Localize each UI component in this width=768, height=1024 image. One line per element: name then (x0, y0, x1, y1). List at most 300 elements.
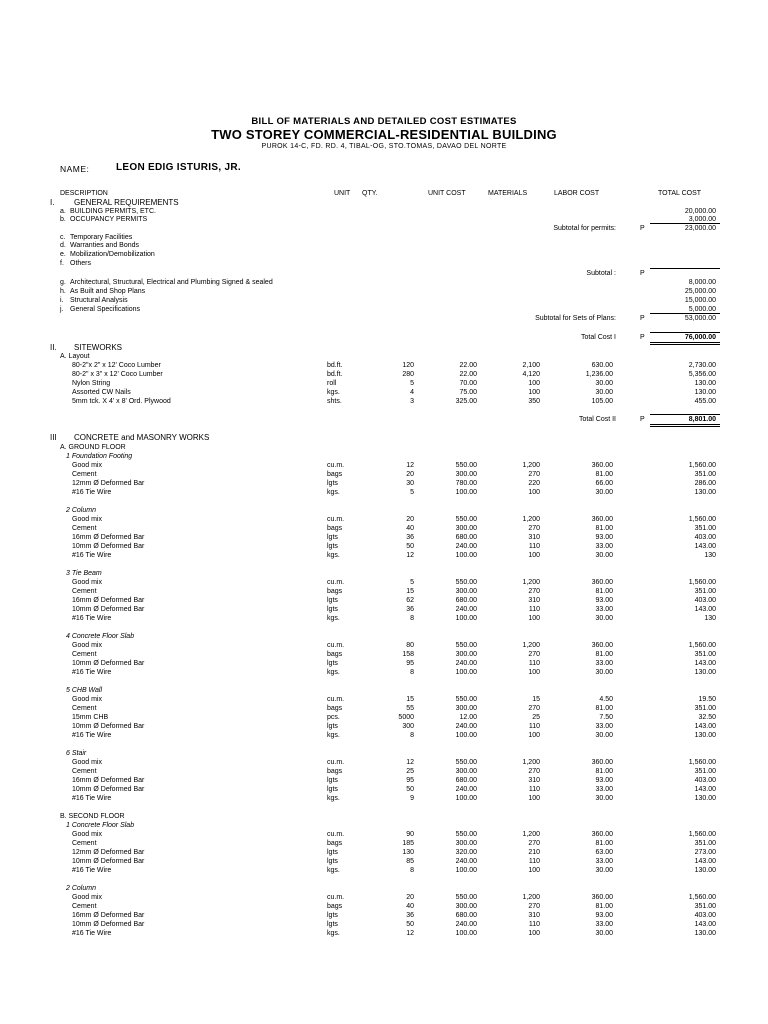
item-total: 1,560.00 (688, 831, 716, 838)
item-unit-cost: 550.00 (455, 894, 477, 901)
item-materials: 2,100 (522, 362, 540, 369)
item-number: a. (60, 208, 66, 215)
item-description: Cement (72, 840, 97, 847)
item-description: Warranties and Bonds (70, 242, 139, 249)
table-row (0, 830, 768, 839)
item-total: 455.00 (694, 398, 716, 405)
item-labor: 81.00 (595, 705, 613, 712)
item-materials: 270 (528, 768, 540, 775)
item-unit: lgts (327, 723, 338, 730)
table-row (0, 902, 768, 911)
item-materials: 220 (528, 480, 540, 487)
item-total: 1,560.00 (688, 759, 716, 766)
item-description: 2 Column (66, 885, 96, 892)
item-description: 12mm Ø Deformed Bar (72, 480, 145, 487)
item-labor: 81.00 (595, 471, 613, 478)
item-description: 10mm Ø Deformed Bar (72, 723, 145, 730)
table-row (0, 605, 768, 614)
item-unit-cost: 22.00 (459, 371, 477, 378)
peso-sign: P (640, 225, 645, 232)
item-qty: 5000 (398, 714, 414, 721)
item-labor: 30.00 (595, 669, 613, 676)
table-row (0, 821, 768, 830)
item-description: 10mm Ø Deformed Bar (72, 543, 145, 550)
item-description: OCCUPANCY PERMITS (70, 216, 148, 223)
item-qty: 85 (406, 858, 414, 865)
item-unit: cu.m. (327, 579, 345, 586)
item-description: Others (70, 260, 92, 267)
item-labor: 63.00 (595, 849, 613, 856)
item-qty: 50 (406, 543, 414, 550)
item-total: 23,000.00 (684, 225, 716, 232)
item-description: 16mm Ø Deformed Bar (72, 597, 145, 604)
item-materials: 270 (528, 840, 540, 847)
col-qty: QTY. (362, 190, 378, 197)
item-unit: bags (327, 471, 343, 478)
table-row (0, 650, 768, 659)
item-description: 2 Column (66, 507, 96, 514)
subtotal-label: Total Cost I (580, 334, 616, 341)
item-total: 15,000.00 (684, 297, 716, 304)
item-total: 273.00 (694, 849, 716, 856)
item-description: 10mm Ø Deformed Bar (72, 921, 145, 928)
item-unit-cost: 300.00 (455, 525, 477, 532)
item-description: Good mix (72, 759, 102, 766)
table-row (0, 551, 768, 560)
item-labor: 630.00 (591, 362, 613, 369)
name-value: LEON EDIG ISTURIS, JR. (116, 162, 241, 173)
item-unit-cost: 550.00 (455, 579, 477, 586)
item-description: Good mix (72, 894, 102, 901)
table-row (0, 659, 768, 668)
item-unit-cost: 240.00 (455, 543, 477, 550)
total-double-rule (650, 426, 720, 427)
table-row (0, 533, 768, 542)
item-unit-cost: 550.00 (455, 516, 477, 523)
item-unit: cu.m. (327, 516, 345, 523)
item-total: 403.00 (694, 912, 716, 919)
item-unit: lgts (327, 543, 338, 550)
item-unit-cost: 680.00 (455, 777, 477, 784)
item-total: 143.00 (694, 543, 716, 550)
item-total: 130.00 (694, 867, 716, 874)
table-row (0, 259, 768, 268)
item-total: 143.00 (694, 723, 716, 730)
item-materials: 100 (528, 930, 540, 937)
item-unit: cu.m. (327, 696, 345, 703)
table-row (0, 686, 768, 695)
table-row (0, 461, 768, 470)
item-qty: 5 (410, 579, 414, 586)
table-row (0, 524, 768, 533)
item-unit-cost: 12.00 (459, 714, 477, 721)
item-materials: 1,200 (522, 516, 540, 523)
item-total: 351.00 (694, 471, 716, 478)
name-label: NAME: (60, 164, 90, 174)
item-labor: 33.00 (595, 660, 613, 667)
item-labor: 360.00 (591, 516, 613, 523)
item-labor: 360.00 (591, 642, 613, 649)
item-labor: 30.00 (595, 615, 613, 622)
item-description: Mobilization/Demobilization (70, 251, 155, 258)
item-qty: 15 (406, 588, 414, 595)
item-materials: 350 (528, 398, 540, 405)
item-description: A. Layout (60, 353, 90, 360)
item-unit: lgts (327, 606, 338, 613)
item-materials: 100 (528, 615, 540, 622)
item-description: Architectural, Structural, Electrical and Plumbing Signed & sealed (70, 279, 273, 286)
item-total: 130.00 (694, 930, 716, 937)
item-description: #16 Tie Wire (72, 867, 112, 874)
item-total: 20,000.00 (684, 208, 716, 215)
item-qty: 25 (406, 768, 414, 775)
item-unit: bags (327, 903, 343, 910)
subtotal-label: Subtotal : (586, 270, 616, 277)
item-description: #16 Tie Wire (72, 552, 112, 559)
item-labor: 30.00 (595, 930, 613, 937)
item-description: #16 Tie Wire (72, 930, 112, 937)
item-materials: 270 (528, 705, 540, 712)
item-unit-cost: 240.00 (455, 606, 477, 613)
item-unit: bags (327, 840, 343, 847)
item-qty: 8 (410, 867, 414, 874)
subtotal-label: Total Cost II (579, 416, 616, 423)
item-description: Good mix (72, 642, 102, 649)
item-materials: 210 (528, 849, 540, 856)
item-total: 130.00 (694, 795, 716, 802)
item-labor: 30.00 (595, 389, 613, 396)
peso-sign: P (640, 334, 645, 341)
item-description: 1 Foundation Footing (66, 453, 133, 460)
item-labor: 30.00 (595, 380, 613, 387)
item-qty: 300 (402, 723, 414, 730)
item-labor: 93.00 (595, 597, 613, 604)
item-description: 10mm Ø Deformed Bar (72, 786, 145, 793)
item-description: GENERAL REQUIREMENTS (74, 198, 179, 207)
table-row (0, 839, 768, 848)
table-row (0, 443, 768, 452)
item-total: 143.00 (694, 606, 716, 613)
total-double-rule (650, 424, 720, 425)
item-unit: cu.m. (327, 759, 345, 766)
subtotal-row (0, 314, 768, 323)
item-labor: 1,236.00 (585, 371, 613, 378)
item-total: 403.00 (694, 534, 716, 541)
table-row (0, 278, 768, 287)
section-row (0, 198, 768, 207)
item-unit-cost: 240.00 (455, 660, 477, 667)
item-unit: cu.m. (327, 831, 345, 838)
item-unit: bags (327, 768, 343, 775)
item-labor: 30.00 (595, 867, 613, 874)
item-number: g. (60, 279, 66, 286)
item-unit: shts. (327, 398, 342, 405)
item-materials: 100 (528, 669, 540, 676)
item-unit-cost: 22.00 (459, 362, 477, 369)
item-description: Cement (72, 588, 97, 595)
item-total: 351.00 (694, 840, 716, 847)
item-unit: bags (327, 525, 343, 532)
table-row (0, 569, 768, 578)
item-description: 16mm Ø Deformed Bar (72, 912, 145, 919)
item-number: I. (50, 198, 55, 207)
item-labor: 81.00 (595, 588, 613, 595)
item-description: Nylon String (72, 380, 111, 387)
item-total: 351.00 (694, 525, 716, 532)
item-unit: kgs. (327, 930, 340, 937)
item-materials: 270 (528, 471, 540, 478)
item-unit-cost: 100.00 (455, 552, 477, 559)
total-rule (650, 268, 720, 269)
item-materials: 110 (528, 723, 540, 730)
item-unit: pcs. (327, 714, 340, 721)
item-total: 3,000.00 (688, 216, 716, 223)
item-description: Assorted CW Nails (72, 389, 131, 396)
table-row (0, 388, 768, 397)
item-unit: cu.m. (327, 894, 345, 901)
table-row (0, 370, 768, 379)
item-unit: kgs. (327, 615, 340, 622)
item-labor: 81.00 (595, 651, 613, 658)
table-row (0, 695, 768, 704)
item-unit-cost: 300.00 (455, 705, 477, 712)
item-total: 1,560.00 (688, 516, 716, 523)
item-qty: 8 (410, 615, 414, 622)
table-row (0, 287, 768, 296)
item-materials: 15 (532, 696, 540, 703)
table-row (0, 731, 768, 740)
col-unit-cost: UNIT COST (428, 190, 466, 197)
item-labor: 30.00 (595, 552, 613, 559)
item-total: 130.00 (694, 669, 716, 676)
item-description: Good mix (72, 462, 102, 469)
item-description: 10mm Ø Deformed Bar (72, 606, 145, 613)
table-row (0, 920, 768, 929)
item-materials: 270 (528, 588, 540, 595)
item-unit-cost: 100.00 (455, 669, 477, 676)
item-description: 3 Tie Beam (66, 570, 102, 577)
item-description: Good mix (72, 831, 102, 838)
item-materials: 110 (528, 543, 540, 550)
item-total: 1,560.00 (688, 579, 716, 586)
item-total: 8,000.00 (688, 279, 716, 286)
table-row (0, 911, 768, 920)
item-description: Good mix (72, 516, 102, 523)
item-qty: 62 (406, 597, 414, 604)
item-labor: 30.00 (595, 795, 613, 802)
item-unit-cost: 300.00 (455, 471, 477, 478)
item-number: f. (60, 260, 64, 267)
item-total: 143.00 (694, 660, 716, 667)
item-unit-cost: 240.00 (455, 858, 477, 865)
item-number: c. (60, 234, 66, 241)
item-unit-cost: 300.00 (455, 651, 477, 658)
item-description: Cement (72, 903, 97, 910)
item-qty: 8 (410, 669, 414, 676)
item-description: Cement (72, 651, 97, 658)
table-row (0, 857, 768, 866)
total-rule (650, 414, 720, 415)
item-total: 351.00 (694, 903, 716, 910)
section-row (0, 343, 768, 352)
item-unit-cost: 680.00 (455, 597, 477, 604)
item-unit-cost: 70.00 (459, 380, 477, 387)
item-materials: 1,200 (522, 831, 540, 838)
item-qty: 36 (406, 534, 414, 541)
item-unit: lgts (327, 480, 338, 487)
subtotal-label: Subtotal for Sets of Plans: (535, 315, 616, 322)
table-row (0, 758, 768, 767)
item-unit-cost: 550.00 (455, 696, 477, 703)
item-qty: 158 (402, 651, 414, 658)
total-rule (650, 332, 720, 333)
item-labor: 93.00 (595, 912, 613, 919)
item-unit-cost: 240.00 (455, 786, 477, 793)
item-unit: kgs. (327, 552, 340, 559)
item-materials: 310 (528, 777, 540, 784)
item-materials: 100 (528, 732, 540, 739)
table-row (0, 866, 768, 875)
item-qty: 30 (406, 480, 414, 487)
item-labor: 7.50 (599, 714, 613, 721)
item-unit-cost: 100.00 (455, 732, 477, 739)
table-row (0, 296, 768, 305)
item-description: SITEWORKS (74, 343, 123, 352)
item-qty: 20 (406, 516, 414, 523)
item-description: 10mm Ø Deformed Bar (72, 660, 145, 667)
item-materials: 110 (528, 858, 540, 865)
item-materials: 310 (528, 597, 540, 604)
item-qty: 120 (402, 362, 414, 369)
table-row (0, 794, 768, 803)
subtotal-row (0, 269, 768, 278)
item-unit: lgts (327, 534, 338, 541)
item-unit-cost: 300.00 (455, 903, 477, 910)
table-row (0, 776, 768, 785)
item-qty: 20 (406, 894, 414, 901)
item-unit-cost: 780.00 (455, 480, 477, 487)
item-unit: roll (327, 380, 337, 387)
item-labor: 360.00 (591, 894, 613, 901)
table-row (0, 250, 768, 259)
item-materials: 270 (528, 903, 540, 910)
item-number: i. (60, 297, 64, 304)
item-labor: 33.00 (595, 786, 613, 793)
item-unit: kgs. (327, 389, 340, 396)
col-unit: UNIT (334, 190, 351, 197)
item-total: 143.00 (694, 921, 716, 928)
col-description: DESCRIPTION (60, 190, 108, 197)
table-row (0, 614, 768, 623)
item-description: 15mm CHB (72, 714, 109, 721)
item-unit-cost: 320.00 (455, 849, 477, 856)
table-row (0, 812, 768, 821)
item-qty: 12 (406, 462, 414, 469)
item-qty: 36 (406, 606, 414, 613)
item-total: 130 (704, 552, 716, 559)
item-materials: 1,200 (522, 462, 540, 469)
total-rule (650, 313, 720, 314)
item-unit: lgts (327, 786, 338, 793)
item-number: j. (60, 306, 64, 313)
item-description: A. GROUND FLOOR (60, 444, 126, 451)
item-unit: lgts (327, 660, 338, 667)
item-unit: kgs. (327, 489, 340, 496)
table-row (0, 848, 768, 857)
item-description: 10mm Ø Deformed Bar (72, 858, 145, 865)
item-unit: kgs. (327, 795, 340, 802)
item-qty: 40 (406, 903, 414, 910)
item-materials: 1,200 (522, 894, 540, 901)
subtotal-row (0, 333, 768, 342)
item-unit-cost: 300.00 (455, 588, 477, 595)
item-description: CONCRETE and MASONRY WORKS (74, 433, 210, 442)
item-labor: 33.00 (595, 723, 613, 730)
item-unit-cost: 75.00 (459, 389, 477, 396)
item-unit: lgts (327, 849, 338, 856)
table-row (0, 578, 768, 587)
item-materials: 310 (528, 912, 540, 919)
item-description: 80-2"x 2" x 12' Coco Lumber (72, 362, 161, 369)
item-description: Cement (72, 768, 97, 775)
item-qty: 95 (406, 777, 414, 784)
item-unit-cost: 550.00 (455, 759, 477, 766)
item-materials: 110 (528, 660, 540, 667)
subtotal-row (0, 415, 768, 424)
table-row (0, 704, 768, 713)
table-row (0, 785, 768, 794)
item-total: 130.00 (694, 489, 716, 496)
item-labor: 360.00 (591, 831, 613, 838)
item-qty: 9 (410, 795, 414, 802)
item-total: 25,000.00 (684, 288, 716, 295)
item-labor: 360.00 (591, 462, 613, 469)
item-qty: 40 (406, 525, 414, 532)
table-row (0, 713, 768, 722)
item-unit: lgts (327, 921, 338, 928)
item-qty: 130 (402, 849, 414, 856)
table-row (0, 515, 768, 524)
item-qty: 280 (402, 371, 414, 378)
table-row (0, 749, 768, 758)
item-labor: 81.00 (595, 525, 613, 532)
item-materials: 1,200 (522, 759, 540, 766)
item-qty: 8 (410, 732, 414, 739)
col-total: TOTAL COST (658, 190, 702, 197)
item-materials: 100 (528, 552, 540, 559)
table-row (0, 587, 768, 596)
item-labor: 33.00 (595, 921, 613, 928)
item-materials: 25 (532, 714, 540, 721)
item-unit-cost: 240.00 (455, 921, 477, 928)
item-total: 351.00 (694, 651, 716, 658)
subtotal-label: Subtotal for permits: (553, 225, 616, 232)
item-qty: 20 (406, 471, 414, 478)
item-number: d. (60, 242, 66, 249)
item-unit: lgts (327, 912, 338, 919)
item-qty: 36 (406, 912, 414, 919)
item-labor: 93.00 (595, 534, 613, 541)
item-description: 5 CHB Wall (66, 687, 103, 694)
item-materials: 100 (528, 795, 540, 802)
col-materials: MATERIALS (488, 190, 528, 197)
item-qty: 3 (410, 398, 414, 405)
item-materials: 4,120 (522, 371, 540, 378)
table-row (0, 352, 768, 361)
table-row (0, 241, 768, 250)
item-unit: lgts (327, 597, 338, 604)
item-total: 143.00 (694, 858, 716, 865)
